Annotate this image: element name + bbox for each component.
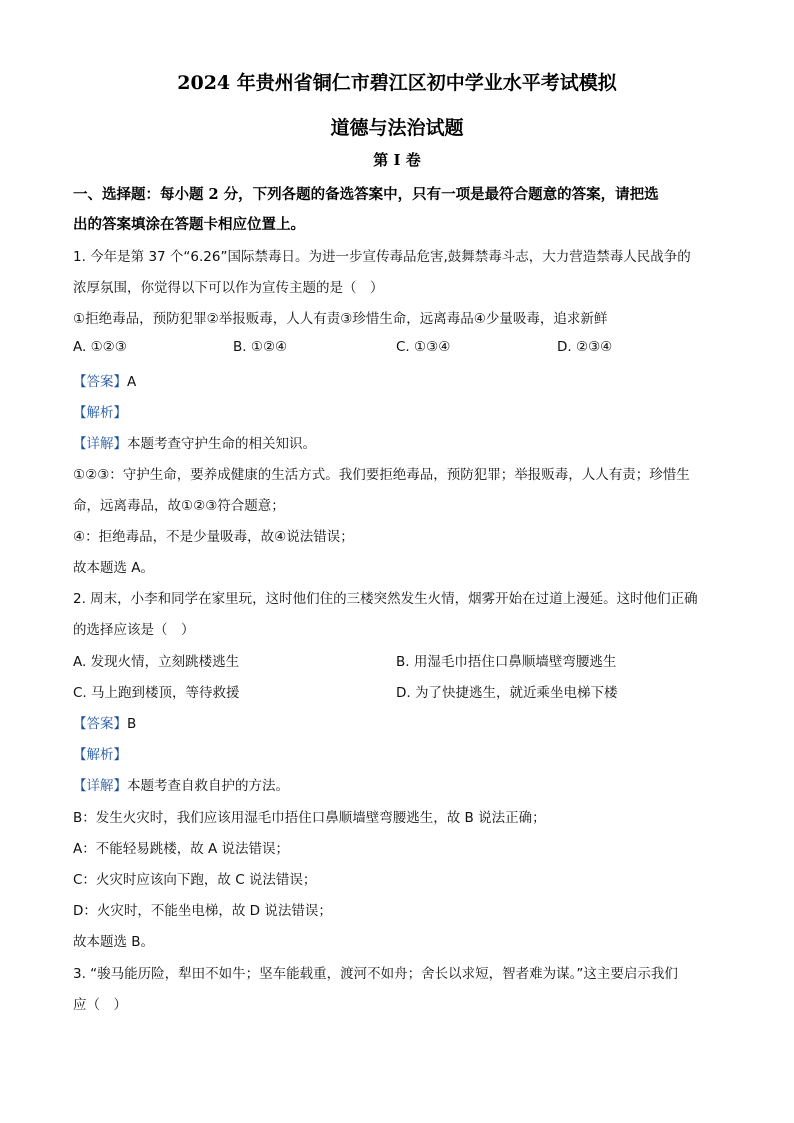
q2-answer-value: B [127,716,137,732]
q2-explanation-line-1: B：发生火灾时，我们应该用湿毛巾捂住口鼻顺墙壁弯腰逃生，故 B 说法正确； [73,810,546,826]
q2-stem-line-1: 2. 周末，小李和同学在家里玩，这时他们住的三楼突然发生火情，烟雾开始在过道上漫延。这时他们正确 [73,591,698,607]
q2-explanation-line-2: A：不能轻易跳楼，故 A 说法错误； [73,841,290,857]
q1-stem-line-1: 1. 今年是第 37 个“6.26”国际禁毒日。为进一步宣传毒品危害,鼓舞禁毒斗志，大力营造禁毒人民战争的 [73,249,691,265]
q1-answer-value: A [127,374,137,390]
q1-explanation-line-2: 命，远离毒品，故①②③符合题意； [73,498,285,514]
q2-detail [73,774,723,794]
q1-option-a: A. ①②③ [73,339,127,355]
q1-explanation-line-3: ④：拒绝毒品，不是少量吸毒，故④说法错误； [73,529,354,545]
q2-explanation-line-3: C：火灾时应该向下跑，故 C 说法错误； [73,872,317,888]
q1-analysis [73,401,723,421]
section-instruction-line-2: 出的答案填涂在答题卡相应位置上。 [73,216,305,233]
q1-option-d: D. ②③④ [557,339,613,355]
q2-stem-line-2: 的选择应该是（ ） [73,622,195,638]
q1-items: ①拒绝毒品，预防犯罪②举报贩毒，人人有责③珍惜生命，远离毒品④少量吸毒，追求新鲜 [73,311,608,327]
q2-option-b: B. 用湿毛巾捂住口鼻顺墙壁弯腰逃生 [396,654,617,670]
analysis-tag: 【解析】 [73,747,127,763]
q2-option-d: D. 为了快捷逃生，就近乘坐电梯下楼 [396,685,618,701]
section-instruction-line-1: 一、选择题：每小题 2 分，下列各题的备选答案中，只有一项是最符合题意的答案，请把选 [73,186,659,203]
q2-detail-text: 本题考查自救自护的方法。 [127,778,289,794]
q1-conclusion: 故本题选 A。 [73,560,155,576]
answer-tag: 【答案】 [73,716,127,732]
q3-stem-line-2: 应（ ） [73,997,127,1013]
q1-detail-text: 本题考查守护生命的相关知识。 [127,436,316,452]
q1-detail [73,432,723,452]
exam-title: 2024 年贵州省铜仁市碧江区初中学业水平考试模拟 [177,72,617,94]
q1-option-c: C. ①③④ [396,339,451,355]
q1-option-b: B. ①②④ [233,339,288,355]
q2-answer [73,712,723,732]
analysis-tag: 【解析】 [73,405,127,421]
q1-explanation-line-1: ①②③：守护生命，要养成健康的生活方式。我们要拒绝毒品，预防犯罪；举报贩毒，人人有责；珍惜生 [73,467,690,483]
q2-option-a: A. 发现火情，立刻跳楼逃生 [73,654,240,670]
q2-explanation-line-4: D：火灾时，不能坐电梯，故 D 说法错误； [73,903,332,919]
detail-tag: 【详解】 [73,778,127,794]
q2-option-c: C. 马上跑到楼顶，等待救援 [73,685,240,701]
q1-answer [73,370,723,390]
q2-analysis [73,743,723,763]
q2-conclusion: 故本题选 B。 [73,934,155,950]
q1-stem-line-2: 浓厚氛围，你觉得以下可以作为宣传主题的是（ ） [73,280,384,296]
q3-stem-line-1: 3. “骏马能历险，犁田不如牛；坚车能载重，渡河不如舟；舍长以求短，智者难为谋。”这主要启示我们 [73,966,678,982]
answer-tag: 【答案】 [73,374,127,390]
volume-label: 第 I 卷 [373,151,421,169]
exam-subject: 道德与法治试题 [330,117,464,139]
detail-tag: 【详解】 [73,436,127,452]
